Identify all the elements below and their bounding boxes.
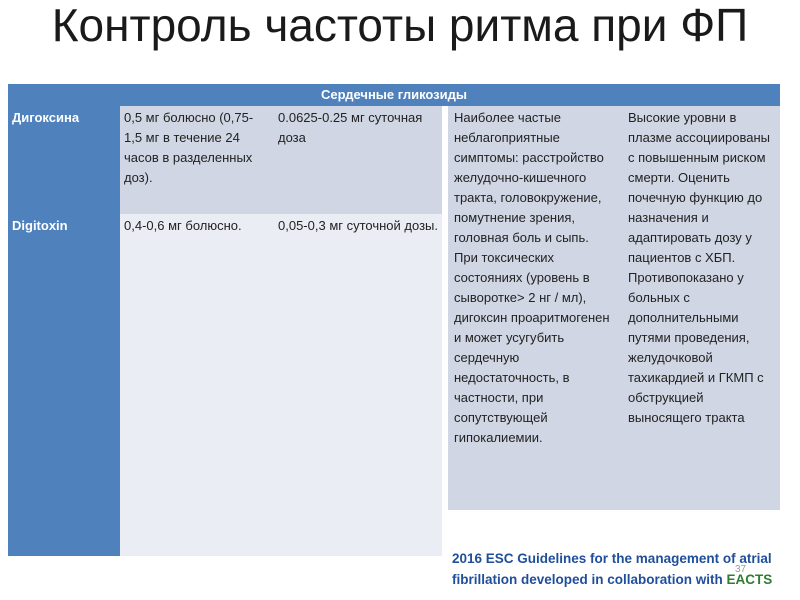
table-header: Сердечные гликозиды — [8, 84, 780, 106]
drug-name-digitoxin: Digitoxin — [12, 218, 68, 233]
adverse-effects-cell: Наиболее частые неблагоприятные симптомы: расстройство желудочно-кишечного тракта, головокружение, помутнение зрения, головная боль и сыпь. При токсических состояниях (уровень в сыворотке> 2 нг / мл), дигоксин проаритмогенен и может усугубить сердечную недостаточность, в частности, при сопутствующей гипокалиемии. — [448, 106, 620, 510]
page-number: 37 — [735, 564, 747, 575]
digoxin-bolus-cell: 0,5 мг болюсно (0,75-1,5 мг в течение 24 часов в разделенных доз). — [120, 106, 272, 214]
citation-line-1: 2016 ESC Guidelines for the management of atrial — [452, 551, 772, 566]
glycosides-table — [8, 84, 780, 556]
drug-name-digoxin: Дигоксина — [12, 110, 80, 125]
guideline-citation — [448, 548, 800, 600]
citation-eacts: EACTS — [726, 572, 773, 587]
digitoxin-bolus-cell: 0,4-0,6 мг болюсно. — [120, 214, 272, 556]
citation-line-2 — [452, 569, 800, 590]
citation-line-2-text: fibrillation developed in collaboration with — [452, 572, 727, 587]
digitoxin-daily-cell: 0,05-0,3 мг суточной дозы. — [272, 214, 442, 556]
digoxin-daily-cell: 0.0625-0.25 мг суточная доза — [272, 106, 442, 214]
drug-column — [8, 106, 120, 556]
slide-title: Контроль частоты ритма при ФП — [51, 0, 749, 51]
comments-cell: Высокие уровни в плазме ассоциированы с повышенным риском смерти. Оценить почечную функцию до назначения и адаптировать дозу у пациентов с ХБП. Противопоказано у больных с дополнительными путями проведения, желудочковой тахикардией и ГКМП с обструкцией выносящего тракта — [620, 106, 780, 510]
